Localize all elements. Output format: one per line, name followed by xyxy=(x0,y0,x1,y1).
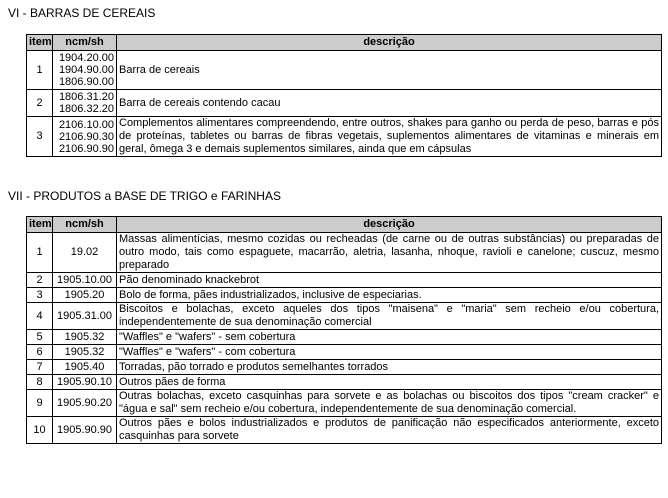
ncm-code: 1806.32.20 xyxy=(58,103,114,115)
cell-ncm xyxy=(53,51,117,90)
table-row xyxy=(27,90,662,117)
cell-descricao: Massas alimentícias, mesmo cozidas ou recheadas (de carne ou de outras substâncias) ou preparadas de outro modo, tais como espaguete, macarrão, aletria, lasanha, nhoque, ravioli e canelone; cuscuz, mesmo preparado xyxy=(117,233,662,273)
table-row xyxy=(27,51,662,90)
ncm-code: 2106.10.00 xyxy=(58,118,114,131)
cell-ncm: 1905.90.10 xyxy=(53,375,117,390)
cell-item: 9 xyxy=(27,390,53,417)
cell-item: 6 xyxy=(27,345,53,360)
section-title-vi: VI - BARRAS DE CEREAIS xyxy=(8,6,156,20)
cell-descricao: "Waffles" e "wafers" - com cobertura xyxy=(117,345,662,360)
cell-item: 3 xyxy=(27,288,53,303)
table-row xyxy=(27,303,662,330)
cell-ncm: 1905.31.00 xyxy=(53,303,117,330)
table-row xyxy=(27,390,662,417)
cell-item: 2 xyxy=(27,90,53,117)
cell-ncm: 1905.90.90 xyxy=(53,417,117,444)
cell-ncm: 1905.20 xyxy=(53,288,117,303)
cell-ncm xyxy=(53,117,117,157)
cell-item: 1 xyxy=(27,51,53,90)
table-row xyxy=(27,360,662,375)
table-row xyxy=(27,273,662,288)
table-header-row xyxy=(27,217,662,233)
table-row xyxy=(27,375,662,390)
cell-descricao: Pão denominado knackebrot xyxy=(117,273,662,288)
table-row xyxy=(27,345,662,360)
cell-item: 10 xyxy=(27,417,53,444)
cell-descricao: Outros pães e bolos industrializados e produtos de panificação não especificados anteriormente, exceto casquinhas para sorvete xyxy=(117,417,662,444)
cell-descricao: Outros pães de forma xyxy=(117,375,662,390)
table-row xyxy=(27,330,662,345)
header-descricao: descrição xyxy=(117,35,662,51)
cell-descricao: Biscoitos e bolachas, exceto aqueles dos tipos "maisena" e "maria" sem recheio e/ou cobertura, independentemente de sua denominação comercial xyxy=(117,303,662,330)
header-item: item xyxy=(27,35,53,51)
cell-descricao: Complementos alimentares compreendendo, entre outros, shakes para ganho ou perda de peso, barras e pós de proteínas, tabletes ou barras de fibras vegetais, suplementos alimentares de vitaminas e minerais em geral, ômega 3 e demais suplementos similares, ainda que em cápsulas xyxy=(117,117,662,157)
table-row xyxy=(27,233,662,273)
table-row xyxy=(27,288,662,303)
ncm-code: 2106.90.30 xyxy=(58,130,114,143)
cell-ncm: 1905.32 xyxy=(53,330,117,345)
cell-ncm: 1905.40 xyxy=(53,360,117,375)
cell-item: 8 xyxy=(27,375,53,390)
cell-item: 3 xyxy=(27,117,53,157)
cell-ncm: 19.02 xyxy=(53,233,117,273)
ncm-code: 2106.90.90 xyxy=(58,142,114,155)
cell-descricao: Barra de cereais xyxy=(117,51,662,90)
header-ncm: ncm/sh xyxy=(53,217,117,233)
table-row xyxy=(27,117,662,157)
section-title-vii: VII - PRODUTOS a BASE DE TRIGO e FARINHAS xyxy=(8,189,281,203)
header-ncm: ncm/sh xyxy=(53,35,117,51)
table-produtos-trigo-farinhas xyxy=(26,216,662,444)
ncm-code: 1904.20.00 xyxy=(58,52,114,64)
ncm-code: 1806.31.20 xyxy=(58,91,114,103)
cell-item: 4 xyxy=(27,303,53,330)
cell-descricao: "Waffles" e "wafers" - sem cobertura xyxy=(117,330,662,345)
table-row xyxy=(27,417,662,444)
cell-item: 1 xyxy=(27,233,53,273)
cell-ncm: 1905.90.20 xyxy=(53,390,117,417)
cell-ncm: 1905.10.00 xyxy=(53,273,117,288)
cell-item: 7 xyxy=(27,360,53,375)
cell-ncm: 1905.32 xyxy=(53,345,117,360)
cell-descricao: Bolo de forma, pães industrializados, inclusive de especiarias. xyxy=(117,288,662,303)
cell-descricao: Barra de cereais contendo cacau xyxy=(117,90,662,117)
header-descricao: descrição xyxy=(117,217,662,233)
header-item: item xyxy=(27,217,53,233)
table-header-row xyxy=(27,35,662,51)
cell-ncm xyxy=(53,90,117,117)
table-barras-de-cereais xyxy=(26,34,662,157)
cell-descricao: Outras bolachas, exceto casquinhas para sorvete e as bolachas ou biscoitos dos tipos "cream cracker" e "água e sal" sem recheio e/ou cobertura, independentemente de sua denominação comercial. xyxy=(117,390,662,417)
cell-item: 2 xyxy=(27,273,53,288)
ncm-code: 1806.90.00 xyxy=(58,76,114,88)
cell-item: 5 xyxy=(27,330,53,345)
cell-descricao: Torradas, pão torrado e produtos semelhantes torrados xyxy=(117,360,662,375)
ncm-code: 1904.90.00 xyxy=(58,64,114,76)
